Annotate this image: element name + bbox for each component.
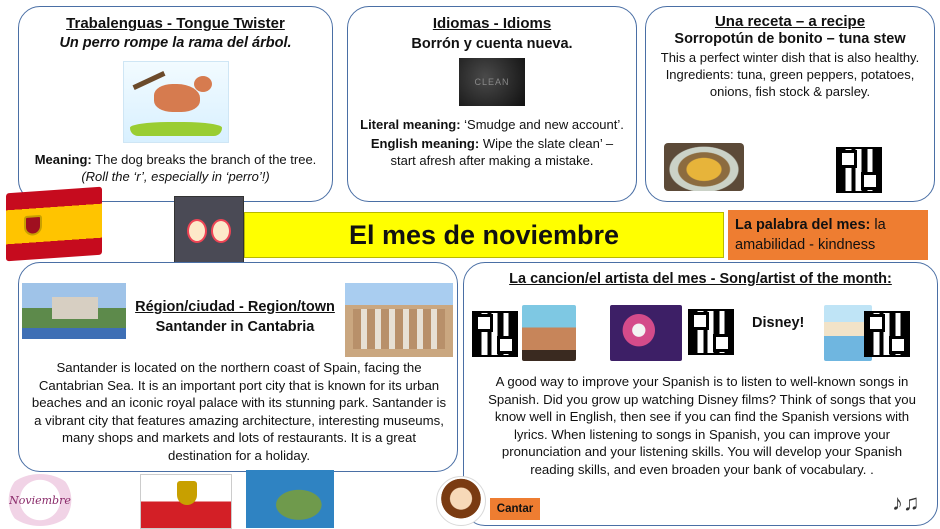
moana-qr-code[interactable] <box>472 311 518 357</box>
literal-meaning <box>358 116 626 133</box>
frozen-qr-code[interactable] <box>864 311 910 357</box>
noviembre-logo: Noviembre <box>4 474 76 526</box>
palace-image <box>345 283 453 357</box>
tongue-twister-title: Trabalenguas - Tongue Twister <box>66 15 285 32</box>
english-meaning <box>358 135 626 169</box>
song-text: A good way to improve your Spanish is to listen to well-known songs in Spanish. Did you grow up watching Disney films? Think of songs that you know well in English, then see if you can find the Spanish versions with lyrics. When listening to songs in Spanish, you can improve your pronunciation and your listening skills. You will develop your Spanish reading skills, and even broaden your bank of vocabulary. . <box>488 374 916 477</box>
tuna-stew-image <box>664 143 744 191</box>
aerial-peninsula-image <box>246 470 334 528</box>
cantar-label: Cantar <box>490 498 540 520</box>
meaning-label: Meaning: <box>34 152 92 167</box>
word-label: La palabra del mes: <box>735 217 871 233</box>
recipe-qr-code[interactable] <box>836 147 882 193</box>
region-heading <box>127 297 343 337</box>
cantabria-flag-image <box>140 474 232 529</box>
region-text: Santander is located on the northern coast of Spain, facing the Cantabrian Sea. It is an important port city that is known for its urban beaches and an iconic royal palace with its stunning park. Santander is a vibrant city that features amazing architecture, interesting museums, many shops and markets and lots of restaurants. It is a great destination for a holiday. <box>31 360 447 463</box>
santander-coast-image <box>22 283 126 339</box>
singer-cartoon-image <box>436 476 486 526</box>
song-title: La cancion/el artista del mes - Song/artist of the month: <box>509 271 892 287</box>
meaning-text: The dog breaks the branch of the tree. <box>91 152 317 167</box>
meaning-note: (Roll the ‘r’, especially in ‘perro’!) <box>81 169 270 184</box>
clean-slate-image: CLEAN <box>459 58 525 106</box>
tongue-twister-panel <box>18 6 333 202</box>
tongue-twister-phrase: Un perro rompe la rama del árbol. <box>59 35 292 51</box>
coco-qr-code[interactable] <box>688 309 734 355</box>
recipe-text: This a perfect winter dish that is also healthy. Ingredients: tuna, green peppers, potatoes, onions, fish stock & parsley. <box>660 50 920 99</box>
english-label: English meaning: <box>370 136 480 151</box>
idioms-panel <box>347 6 637 202</box>
disney-label: Disney! <box>752 315 805 331</box>
word-of-month-box <box>728 210 928 260</box>
music-notes-icon: ♪♫ <box>892 490 920 515</box>
recipe-title: Una receta – a recipe <box>714 13 866 30</box>
recipe-panel <box>645 6 935 202</box>
recipe-name: Sorropotún de bonito – tuna stew <box>674 31 906 47</box>
english-text: Wipe the slate clean’ – start afresh after making a mistake. <box>390 136 614 168</box>
month-banner: El mes de noviembre <box>244 212 724 258</box>
literal-text: ‘Smudge and new account’. <box>460 117 624 132</box>
word-text: la amabilidad - kindness <box>735 217 886 253</box>
idioms-title: Idiomas - Idioms <box>432 15 552 32</box>
region-panel <box>18 262 458 472</box>
dog-cartoon-image <box>123 61 229 143</box>
region-title: Région/ciudad - Region/town <box>135 299 335 315</box>
song-panel <box>463 262 938 526</box>
day-of-dead-image <box>174 196 244 266</box>
spain-flag-image <box>6 187 102 262</box>
idiom-phrase: Borrón y cuenta nueva. <box>411 36 573 52</box>
literal-label: Literal meaning: <box>360 117 461 132</box>
region-subtitle: Santander in Cantabria <box>155 319 315 335</box>
coco-image <box>610 305 682 361</box>
tongue-twister-meaning <box>29 151 322 185</box>
moana-image <box>522 305 576 361</box>
